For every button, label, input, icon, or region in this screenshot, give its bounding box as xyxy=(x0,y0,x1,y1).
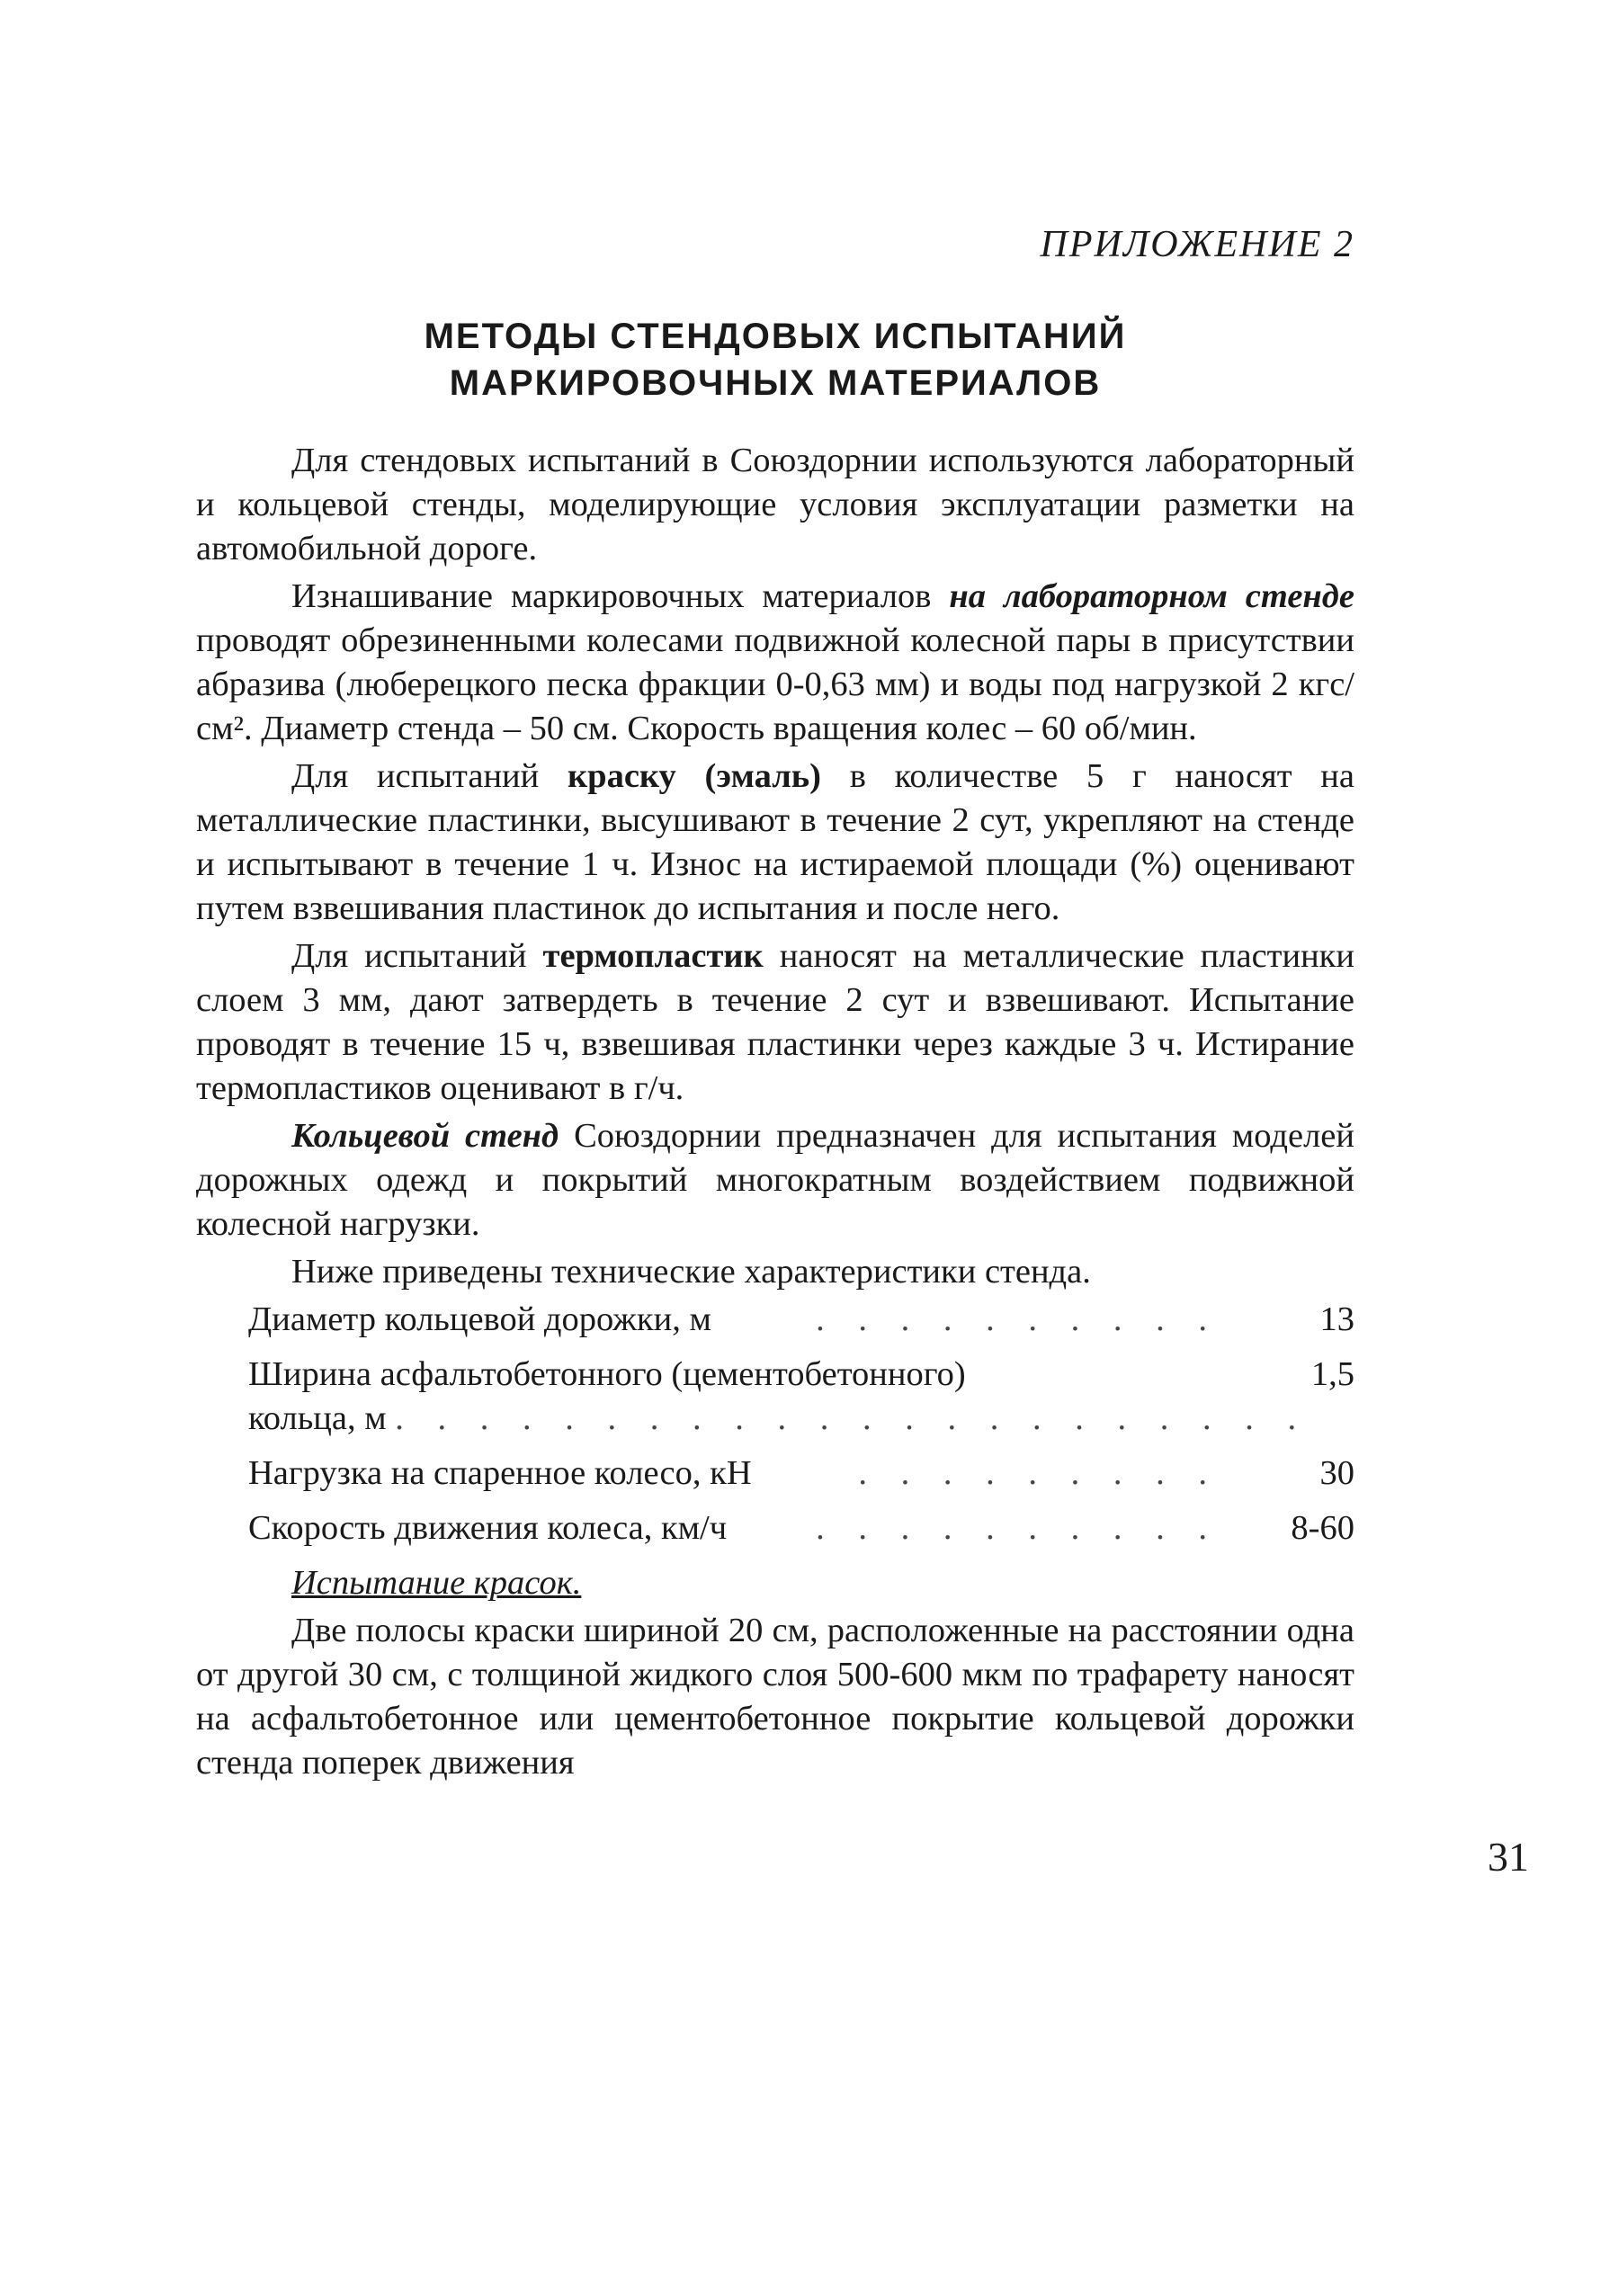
spec-value: 1,5 xyxy=(1310,1355,1354,1393)
paragraph-paint-test: Две полосы краски шириной 20 см, расположенные на расстоянии одна от другой 30 см, с толщиной жидкого слоя 500-600 мкм по трафарету наносят на асфальтобетонное или цементобетонное покрытие кольцевой дорожки стенда поперек движения xyxy=(196,1612,1354,1782)
text-run: проводят обрезиненными колесами подвижной колесной пары в присутствии абразива (люберецкого песка фракции 0-0,63 мм) и воды под нагрузкой 2 кгс/см². Диаметр стенда – 50 см. Скорость вращения колес – 60 об/мин. xyxy=(196,621,1354,747)
paragraph-lab-stand xyxy=(196,575,1354,751)
spec-name: Ширина асфальтобетонного (цементобетонного) xyxy=(248,1355,966,1393)
title-line-2: МАРКИРОВОЧНЫХ МАТЕРИАЛОВ xyxy=(449,363,1102,403)
text-run: Изнашивание маркировочных материалов xyxy=(291,577,950,615)
thermoplastic-term: термопластик xyxy=(542,937,764,975)
paragraph-specs-intro: Ниже приведены технические характеристики стенда. xyxy=(291,1253,1091,1291)
ring-stand-term: Кольцевой стенд xyxy=(291,1117,559,1155)
paragraph-thermoplastic xyxy=(196,934,1354,1111)
spec-value: 8-60 xyxy=(1291,1509,1354,1547)
document-title xyxy=(196,313,1354,406)
paragraph-intro: Для стендовых испытаний в Союздорнии используются лабораторный и кольцевой стенды, моделирующие условия эксплуатации разметки на автомобильной дороге. xyxy=(196,442,1354,567)
text-run: в количестве 5 г наносят на металлические пластинки, высушивают в течение 2 сут, укрепляют на стенде и испытывают в течение 1 ч. Износ на истираемой площади (%) оценивают путем взвешивания пластинок до испытания и после него. xyxy=(196,757,1354,927)
spec-leader: . . . . . . . . . xyxy=(858,1454,1220,1492)
paragraph-ring-stand xyxy=(196,1114,1354,1246)
paint-term: краску (эмаль) xyxy=(567,757,821,795)
spec-name: Скорость движения колеса, км/ч xyxy=(248,1509,728,1547)
document-page xyxy=(196,0,1529,2296)
spec-name: Нагрузка на спаренное колесо, кН xyxy=(248,1454,752,1492)
text-run: Союздорнии предназначен для испытания моделей дорожных одежд и покрытий многократным воздействием подвижной колесной нагрузки. xyxy=(196,1117,1354,1243)
spec-row xyxy=(248,1298,1354,1342)
spec-leader: . . . . . . . . . . xyxy=(816,1509,1220,1547)
spec-row xyxy=(248,1506,1354,1550)
paragraph-paint xyxy=(196,755,1354,931)
text-run: Для испытаний xyxy=(291,937,543,975)
spec-name: Диаметр кольцевой дорожки, м xyxy=(248,1300,711,1338)
spec-leader: . . . . . . . . . . xyxy=(816,1300,1220,1338)
text-run: Для испытаний xyxy=(291,757,568,795)
page-number: 31 xyxy=(1488,1834,1529,1880)
text-run: наносят на металлические пластинки слоем 3 мм, дают затвердеть в течение 2 сут и взвешивают. Испытание проводят в течение 15 ч, взвешивая пластинки через каждые 3 ч. Истирание термопластиков оценивают в г/ч. xyxy=(196,937,1354,1107)
appendix-label: ПРИЛОЖЕНИЕ 2 xyxy=(1040,224,1354,265)
lab-stand-term: на лабораторном стенде xyxy=(949,577,1354,615)
spec-row xyxy=(248,1452,1354,1496)
title-line-1: МЕТОДЫ СТЕНДОВЫХ ИСПЫТАНИЙ xyxy=(424,317,1127,356)
paint-test-heading: Испытание красок. xyxy=(291,1564,582,1602)
spec-row xyxy=(248,1353,1354,1441)
spec-leader: . . . . . . . . . . . . . . . . . . . . . . xyxy=(395,1399,1310,1437)
spec-value: 30 xyxy=(1319,1454,1354,1492)
spec-name-continued: кольца, м xyxy=(248,1399,387,1437)
body-text xyxy=(196,439,1354,1789)
spec-value: 13 xyxy=(1319,1300,1354,1338)
